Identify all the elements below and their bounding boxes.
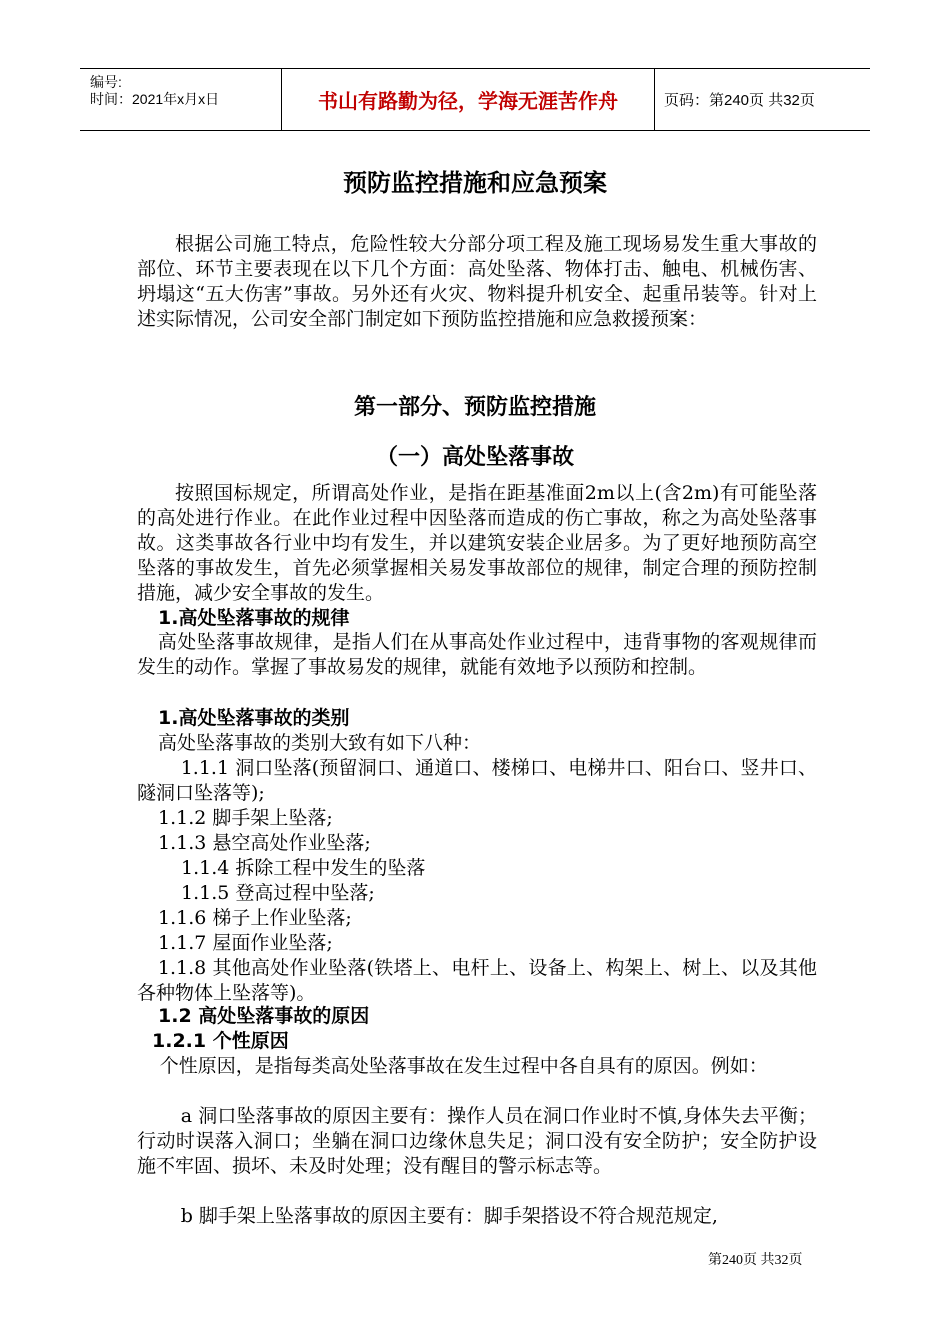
item-1-1-2: 1.1.2 脚手架上坠落; (158, 807, 333, 829)
item-1-1-1 (137, 756, 817, 806)
item-1-1-4: 1.1.4 拆除工程中发生的坠落 (181, 857, 426, 879)
section-intro-paragraph (137, 481, 817, 606)
part-title: 第一部分、预防监控措施 (353, 395, 596, 420)
header-meta (80, 69, 282, 130)
number-label: 编号: (90, 74, 122, 90)
types-intro: 高处坠落事故的类别大致有如下八种： (158, 732, 482, 754)
rule-paragraph (137, 630, 817, 680)
time-label: 时间：2021年x月x日 (90, 91, 220, 107)
heading-personal-causes: 1.2.1 个性原因 (152, 1030, 289, 1052)
item-1-1-1-text: 1.1.1 洞口坠落(预留洞口、通道口、楼梯口、电梯井口、阳台口、竖井口、隧洞口坠落等); (137, 757, 817, 804)
item-1-1-5: 1.1.5 登高过程中坠落; (181, 882, 375, 904)
cause-b-paragraph (137, 1204, 817, 1229)
cause-a-paragraph (137, 1104, 817, 1179)
document-title: 预防监控措施和应急预案 (343, 169, 607, 197)
personal-causes-text: 个性原因，是指每类高处坠落事故在发生过程中各自具有的原因。例如： (159, 1055, 768, 1077)
cause-b-text: b 脚手架上坠落事故的原因主要有：脚手架搭设不符合规范规定, (180, 1205, 718, 1227)
heading-types: 1.高处坠落事故的类别 (158, 707, 350, 729)
page-header (80, 68, 870, 131)
rule-text: 高处坠落事故规律，是指人们在从事高处作业过程中，违背事物的客观规律而发生的动作。掌握了事故易发的规律，就能有效地予以预防和控制。 (137, 631, 817, 678)
cause-a-text: a 洞口坠落事故的原因主要有：操作人员在洞口作业时不慎,身体失去平衡；行动时误落入洞口；坐躺在洞口边缘休息失足；洞口没有安全防护；安全防护设施不牢固、损坏、未及时处理；没有醒目的警示标志等。 (137, 1105, 817, 1177)
item-1-1-6: 1.1.6 梯子上作业坠落; (158, 907, 352, 929)
section-title: （一）高处坠落事故 (375, 445, 574, 470)
page-footer: 第240页 共32页 (708, 1253, 803, 1268)
item-1-1-8 (137, 956, 817, 1006)
intro-text: 根据公司施工特点，危险性较大分部分项工程及施工现场易发生重大事故的部位、环节主要表现在以下几个方面：高处坠落、物体打击、触电、机械伤害、坍塌这“五大伤害”事故。另外还有火灾、物料提升机安全、起重吊装等。针对上述实际情况，公司安全部门制定如下预防监控措施和应急救援预案： (137, 233, 817, 330)
item-1-1-8-text: 1.1.8 其他高处作业坠落(铁塔上、电杆上、设备上、构架上、树上、以及其他各种物体上坠落等)。 (137, 957, 817, 1004)
item-1-1-7: 1.1.7 屋面作业坠落; (158, 932, 333, 954)
header-page-label: 页码：第240页 共32页 (664, 92, 815, 109)
item-1-1-3: 1.1.3 悬空高处作业坠落; (158, 832, 371, 854)
header-motto: 书山有路勤为径，学海无涯苦作舟 (282, 69, 655, 130)
personal-causes-paragraph (137, 1054, 817, 1079)
intro-paragraph (137, 232, 817, 332)
heading-rule: 1.高处坠落事故的规律 (158, 607, 350, 629)
heading-causes: 1.2 高处坠落事故的原因 (158, 1005, 370, 1027)
section-intro-text: 按照国标规定，所谓高处作业，是指在距基准面2m以上(含2m)有可能坠落的高处进行作业。在此作业过程中因坠落而造成的伤亡事故，称之为高处坠落事故。这类事故各行业中均有发生，并以建筑安装企业居多。为了更好地预防高空坠落的事故发生，首先必须掌握相关易发事故部位的规律，制定合理的预防控制措施，减少安全事故的发生。 (137, 482, 817, 604)
